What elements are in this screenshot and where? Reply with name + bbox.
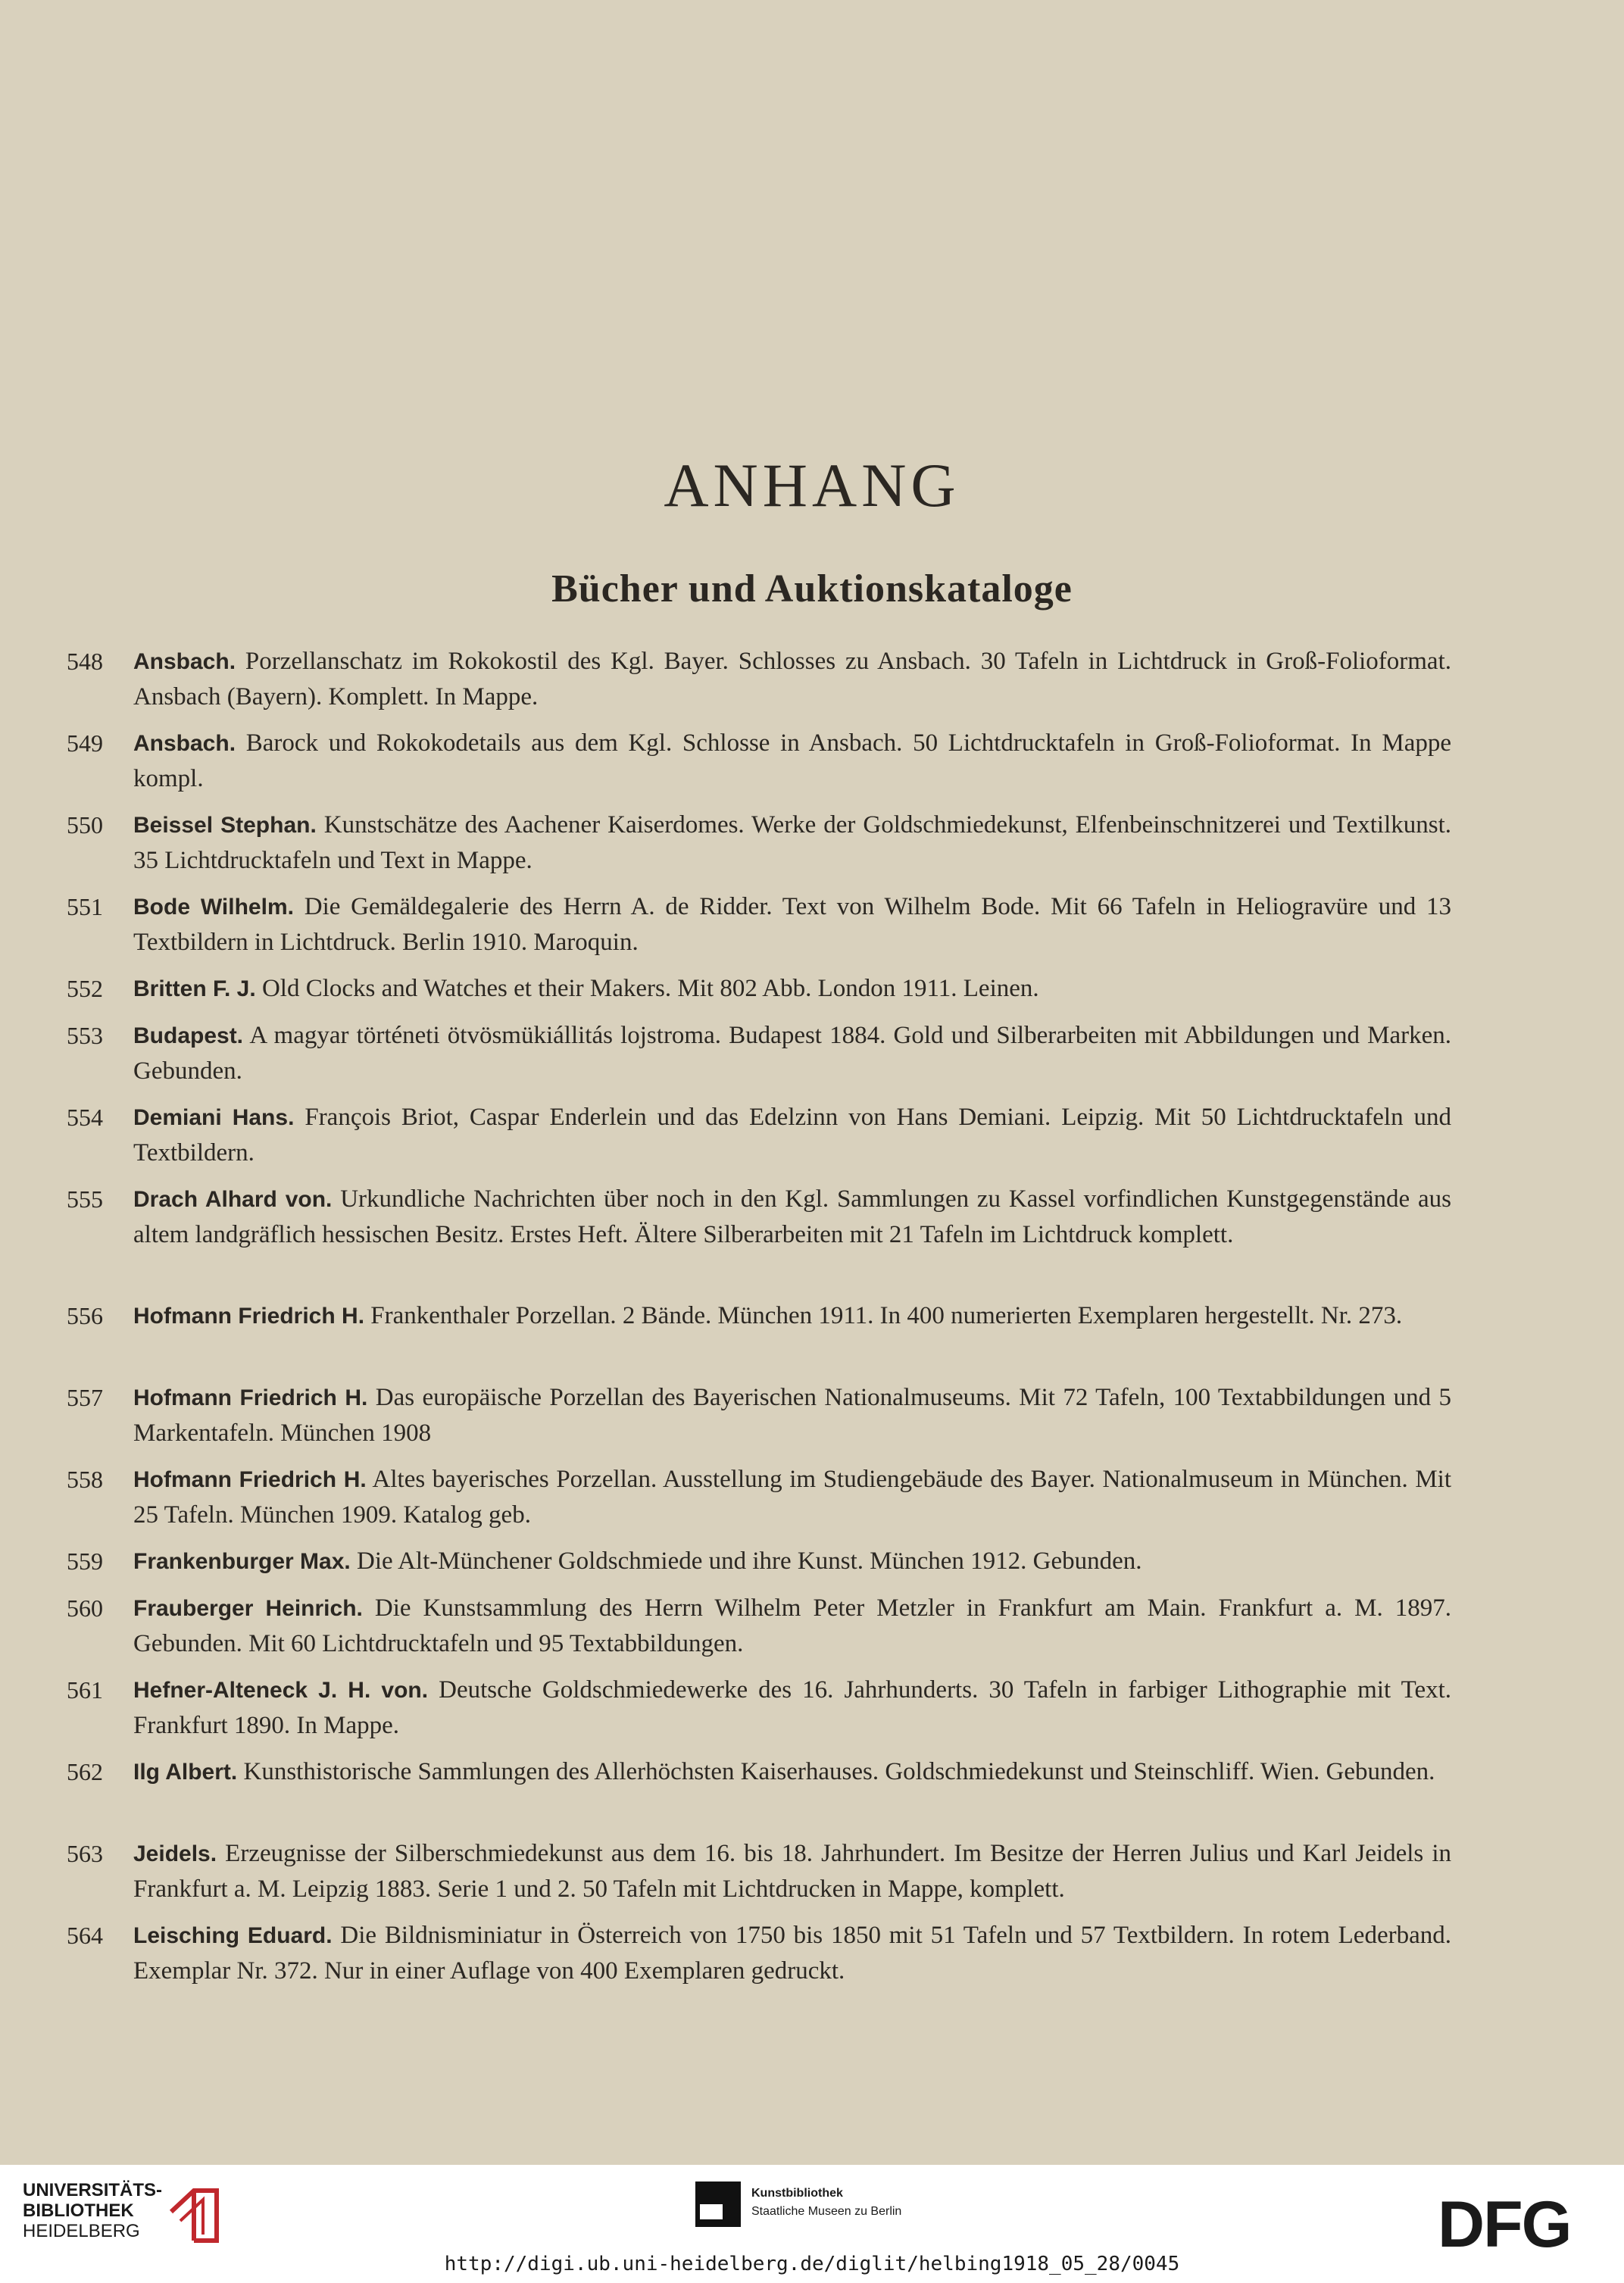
uni-logo-line2: BIBLIOTHEK — [23, 2200, 134, 2221]
dfg-logo[interactable]: DFG — [1438, 2188, 1571, 2261]
page-subtitle: Bücher und Auktionskataloge — [551, 567, 1073, 611]
page-title: ANHANG — [664, 451, 960, 520]
entry-description: Porzellanschatz im Rokokostil des Kgl. Bayer. Schlosses zu Ansbach. 30 Tafeln in Lichtdruck in Groß-Folioformat. Ansbach (Bayern). Komplett. In Mappe. — [133, 648, 1452, 711]
entry-description: Deutsche Goldschmiedewerke des 16. Jahrhunderts. 30 Tafeln in farbiger Lithographie mit Text. Frankfurt 1890. In Mappe. — [133, 1676, 1452, 1739]
entry-text — [133, 1591, 1451, 1661]
entry-author: Demiani Hans. — [133, 1105, 295, 1130]
entry-text — [133, 1182, 1451, 1252]
entry-number: 555 — [67, 1185, 103, 1213]
entry-text — [133, 1918, 1451, 1988]
entry-description: Die Bildnisminiatur in Österreich von 1750 bis 1850 mit 51 Tafeln und 57 Textbildern. In rotem Lederband. Exemplar Nr. 372. Nur in einer Auflage von 400 Exemplaren gedruckt. — [133, 1922, 1451, 1985]
entry-description: Altes bayerisches Porzellan. Ausstellung im Studiengebäude des Bayer. Nationalmuseum in München. Mit 25 Tafeln. München 1909. Katalog geb. — [133, 1466, 1451, 1529]
entry-author: Ansbach. — [133, 649, 236, 674]
entry-author: Leisching Eduard. — [133, 1923, 333, 1948]
entry-number: 556 — [67, 1302, 103, 1329]
entry-number: 554 — [67, 1104, 103, 1131]
entry-text — [133, 1672, 1451, 1743]
kb-title: Kunstbibliothek — [751, 2187, 843, 2200]
entry-text — [133, 1544, 1451, 1579]
entry-number: 563 — [67, 1840, 103, 1867]
entry-author: Drach Alhard von. — [133, 1187, 333, 1212]
entry-description: Die Alt-Münchener Goldschmiede und ihre Kunst. München 1912. Gebunden. — [357, 1548, 1142, 1575]
entry-author: Hofmann Friedrich H. — [133, 1467, 367, 1492]
entry-description: Kunsthistorische Sammlungen des Allerhöchsten Kaiserhauses. Goldschmiedekunst und Steinschliff. Wien. Gebunden. — [243, 1758, 1435, 1785]
entry-author: Jeidels. — [133, 1841, 217, 1866]
source-url-link[interactable]: http://digi.ub.uni-heidelberg.de/diglit/helbing1918_05_28/0045 — [444, 2253, 1180, 2275]
entry-number: 553 — [67, 1022, 103, 1049]
entry-author: Ansbach. — [133, 731, 236, 756]
entry-number: 548 — [67, 648, 103, 675]
entry-text — [133, 1462, 1451, 1532]
entry-description: Erzeugnisse der Silberschmiedekunst aus dem 16. bis 18. Jahrhundert. Im Besitze der Herren Julius und Karl Jeidels in Frankfurt a. M. Leipzig 1883. Serie 1 und 2. 50 Tafeln mit Lichtdrucken in Mappe, komplett. — [133, 1840, 1451, 1903]
entry-number: 557 — [67, 1384, 103, 1411]
kb-subtitle: Staatliche Museen zu Berlin — [751, 2205, 902, 2218]
entry-description: A magyar történeti ötvösmükiállitás lojstroma. Budapest 1884. Gold und Silberarbeiten mit Abbildungen und Marken. Gebunden. — [133, 1022, 1451, 1085]
entry-author: Hofmann Friedrich H. — [133, 1304, 365, 1329]
entry-text — [133, 1100, 1451, 1170]
kunstbibliothek-text — [751, 2185, 901, 2221]
entry-author: Beissel Stephan. — [133, 813, 317, 838]
entry-text — [133, 644, 1451, 714]
entry-description: Old Clocks and Watches et their Makers. Mit 802 Abb. London 1911. Leinen. — [261, 975, 1039, 1002]
entry-number: 551 — [67, 893, 103, 920]
entry-author: Britten F. J. — [133, 976, 256, 1001]
entry-text — [133, 1298, 1451, 1334]
entry-number: 561 — [67, 1676, 103, 1704]
entry-author: Frauberger Heinrich. — [133, 1596, 363, 1621]
entry-text — [133, 889, 1451, 960]
entry-description: Kunstschätze des Aachener Kaiserdomes. Werke der Goldschmiedekunst, Elfenbeinschnitzerei und Textilkunst. 35 Lichtdrucktafeln und Text in Mappe. — [133, 811, 1452, 874]
footer-bar — [0, 2165, 1624, 2283]
entry-description: Das europäische Porzellan des Bayerischen Nationalmuseums. Mit 72 Tafeln, 100 Textabbildungen und 5 Markentafeln. München 1908 — [133, 1384, 1452, 1447]
entry-description: Barock und Rokokodetails aus dem Kgl. Schlosse in Ansbach. 50 Lichtdrucktafeln in Groß-Folioformat. In Mappe kompl. — [133, 729, 1451, 792]
entry-number: 562 — [67, 1758, 103, 1785]
entry-text — [133, 1018, 1451, 1088]
entry-author: Ilg Albert. — [133, 1760, 238, 1785]
entry-description: Die Kunstsammlung des Herrn Wilhelm Peter Metzler in Frankfurt am Main. Frankfurt a. M. 1897. Gebunden. Mit 60 Lichtdrucktafeln und 95 Textabbildungen. — [133, 1594, 1452, 1657]
entry-number: 550 — [67, 811, 103, 839]
entry-author: Hefner-Alteneck J. H. von. — [133, 1678, 429, 1703]
entry-text — [133, 971, 1451, 1007]
entry-description: François Briot, Caspar Enderlein und das Edelzinn von Hans Demiani. Leipzig. Mit 50 Lichtdrucktafeln und Textbildern. — [133, 1104, 1452, 1166]
entry-number: 552 — [67, 975, 103, 1002]
uni-logo-line3: HEIDELBERG — [23, 2221, 140, 2241]
entry-author: Bode Wilhelm. — [133, 895, 294, 920]
entry-text — [133, 1380, 1451, 1451]
entry-number: 560 — [67, 1594, 103, 1622]
university-mark-icon — [164, 2181, 224, 2250]
university-library-logo[interactable] — [23, 2180, 162, 2241]
entry-text — [133, 726, 1451, 796]
entry-description: Urkundliche Nachrichten über noch in den Kgl. Sammlungen zu Kassel vorfindlichen Kunstgegenstände aus altem landgräflich hessischen Besitz. Erstes Heft. Ältere Silberarbeiten mit 21 Tafeln im Lichtdruck komplett. — [133, 1185, 1451, 1248]
entry-number: 559 — [67, 1548, 103, 1575]
entry-author: Budapest. — [133, 1023, 244, 1048]
entry-author: Hofmann Friedrich H. — [133, 1385, 368, 1410]
entry-description: Frankenthaler Porzellan. 2 Bände. München 1911. In 400 numerierten Exemplaren hergestellt. Nr. 273. — [370, 1302, 1403, 1329]
uni-logo-line1: UNIVERSITÄTS- — [23, 2180, 163, 2200]
entry-text — [133, 1836, 1451, 1907]
entry-number: 549 — [67, 729, 103, 757]
entry-number: 558 — [67, 1466, 103, 1493]
entry-number: 564 — [67, 1922, 103, 1949]
entry-text — [133, 1754, 1451, 1790]
entry-author: Frankenburger Max. — [133, 1549, 351, 1574]
entry-text — [133, 807, 1451, 878]
kunstbibliothek-logo-icon[interactable] — [695, 2181, 741, 2227]
entry-description: Die Gemäldegalerie des Herrn A. de Ridder. Text von Wilhelm Bode. Mit 66 Tafeln in Heliogravüre und 13 Textbildern in Lichtdruck. Berlin 1910. Maroquin. — [133, 893, 1451, 956]
